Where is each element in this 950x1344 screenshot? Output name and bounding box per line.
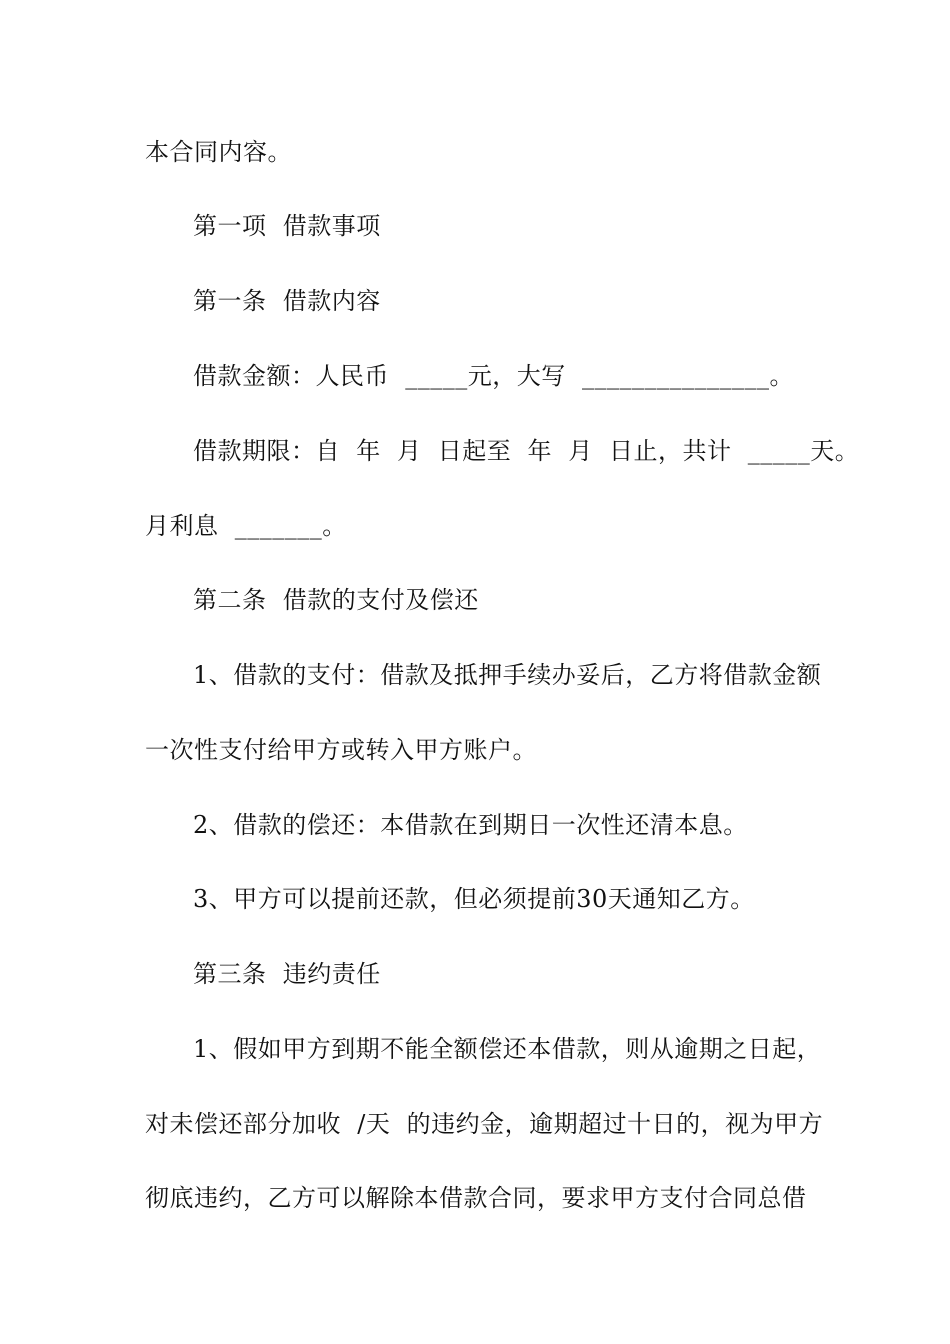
- heading-item-one: 第一项 借款事项: [193, 212, 381, 240]
- payment-clause-line-2: 一次性支付给甲方或转入甲方账户。: [145, 736, 537, 764]
- breach-clause-line-2: 对未偿还部分加收 /天 的违约金，逾期超过十日的，视为甲方: [145, 1110, 824, 1138]
- repayment-clause-line: 2、借款的偿还：本借款在到期日一次性还清本息。: [193, 811, 748, 839]
- payment-clause-line-1: 1、借款的支付：借款及抵押手续办妥后，乙方将借款金额: [193, 661, 822, 689]
- paragraph-contract-content: 本合同内容。: [145, 138, 292, 166]
- early-repayment-clause-line: 3、甲方可以提前还款，但必须提前30天通知乙方。: [193, 885, 755, 913]
- heading-article-two: 第二条 借款的支付及偿还: [193, 586, 479, 614]
- heading-article-one: 第一条 借款内容: [193, 287, 381, 315]
- loan-amount-line: 借款金额：人民币 _____元，大写 _______________。: [193, 362, 795, 390]
- breach-clause-line-1: 1、假如甲方到期不能全额偿还本借款，则从逾期之日起，: [193, 1035, 822, 1063]
- heading-article-three: 第三条 违约责任: [193, 960, 381, 988]
- monthly-interest-line: 月利息 _______。: [145, 512, 347, 540]
- breach-clause-line-3: 彻底违约，乙方可以解除本借款合同，要求甲方支付合同总借: [145, 1184, 807, 1212]
- loan-term-line: 借款期限：自 年 月 日起至 年 月 日止，共计 _____天。: [193, 437, 860, 465]
